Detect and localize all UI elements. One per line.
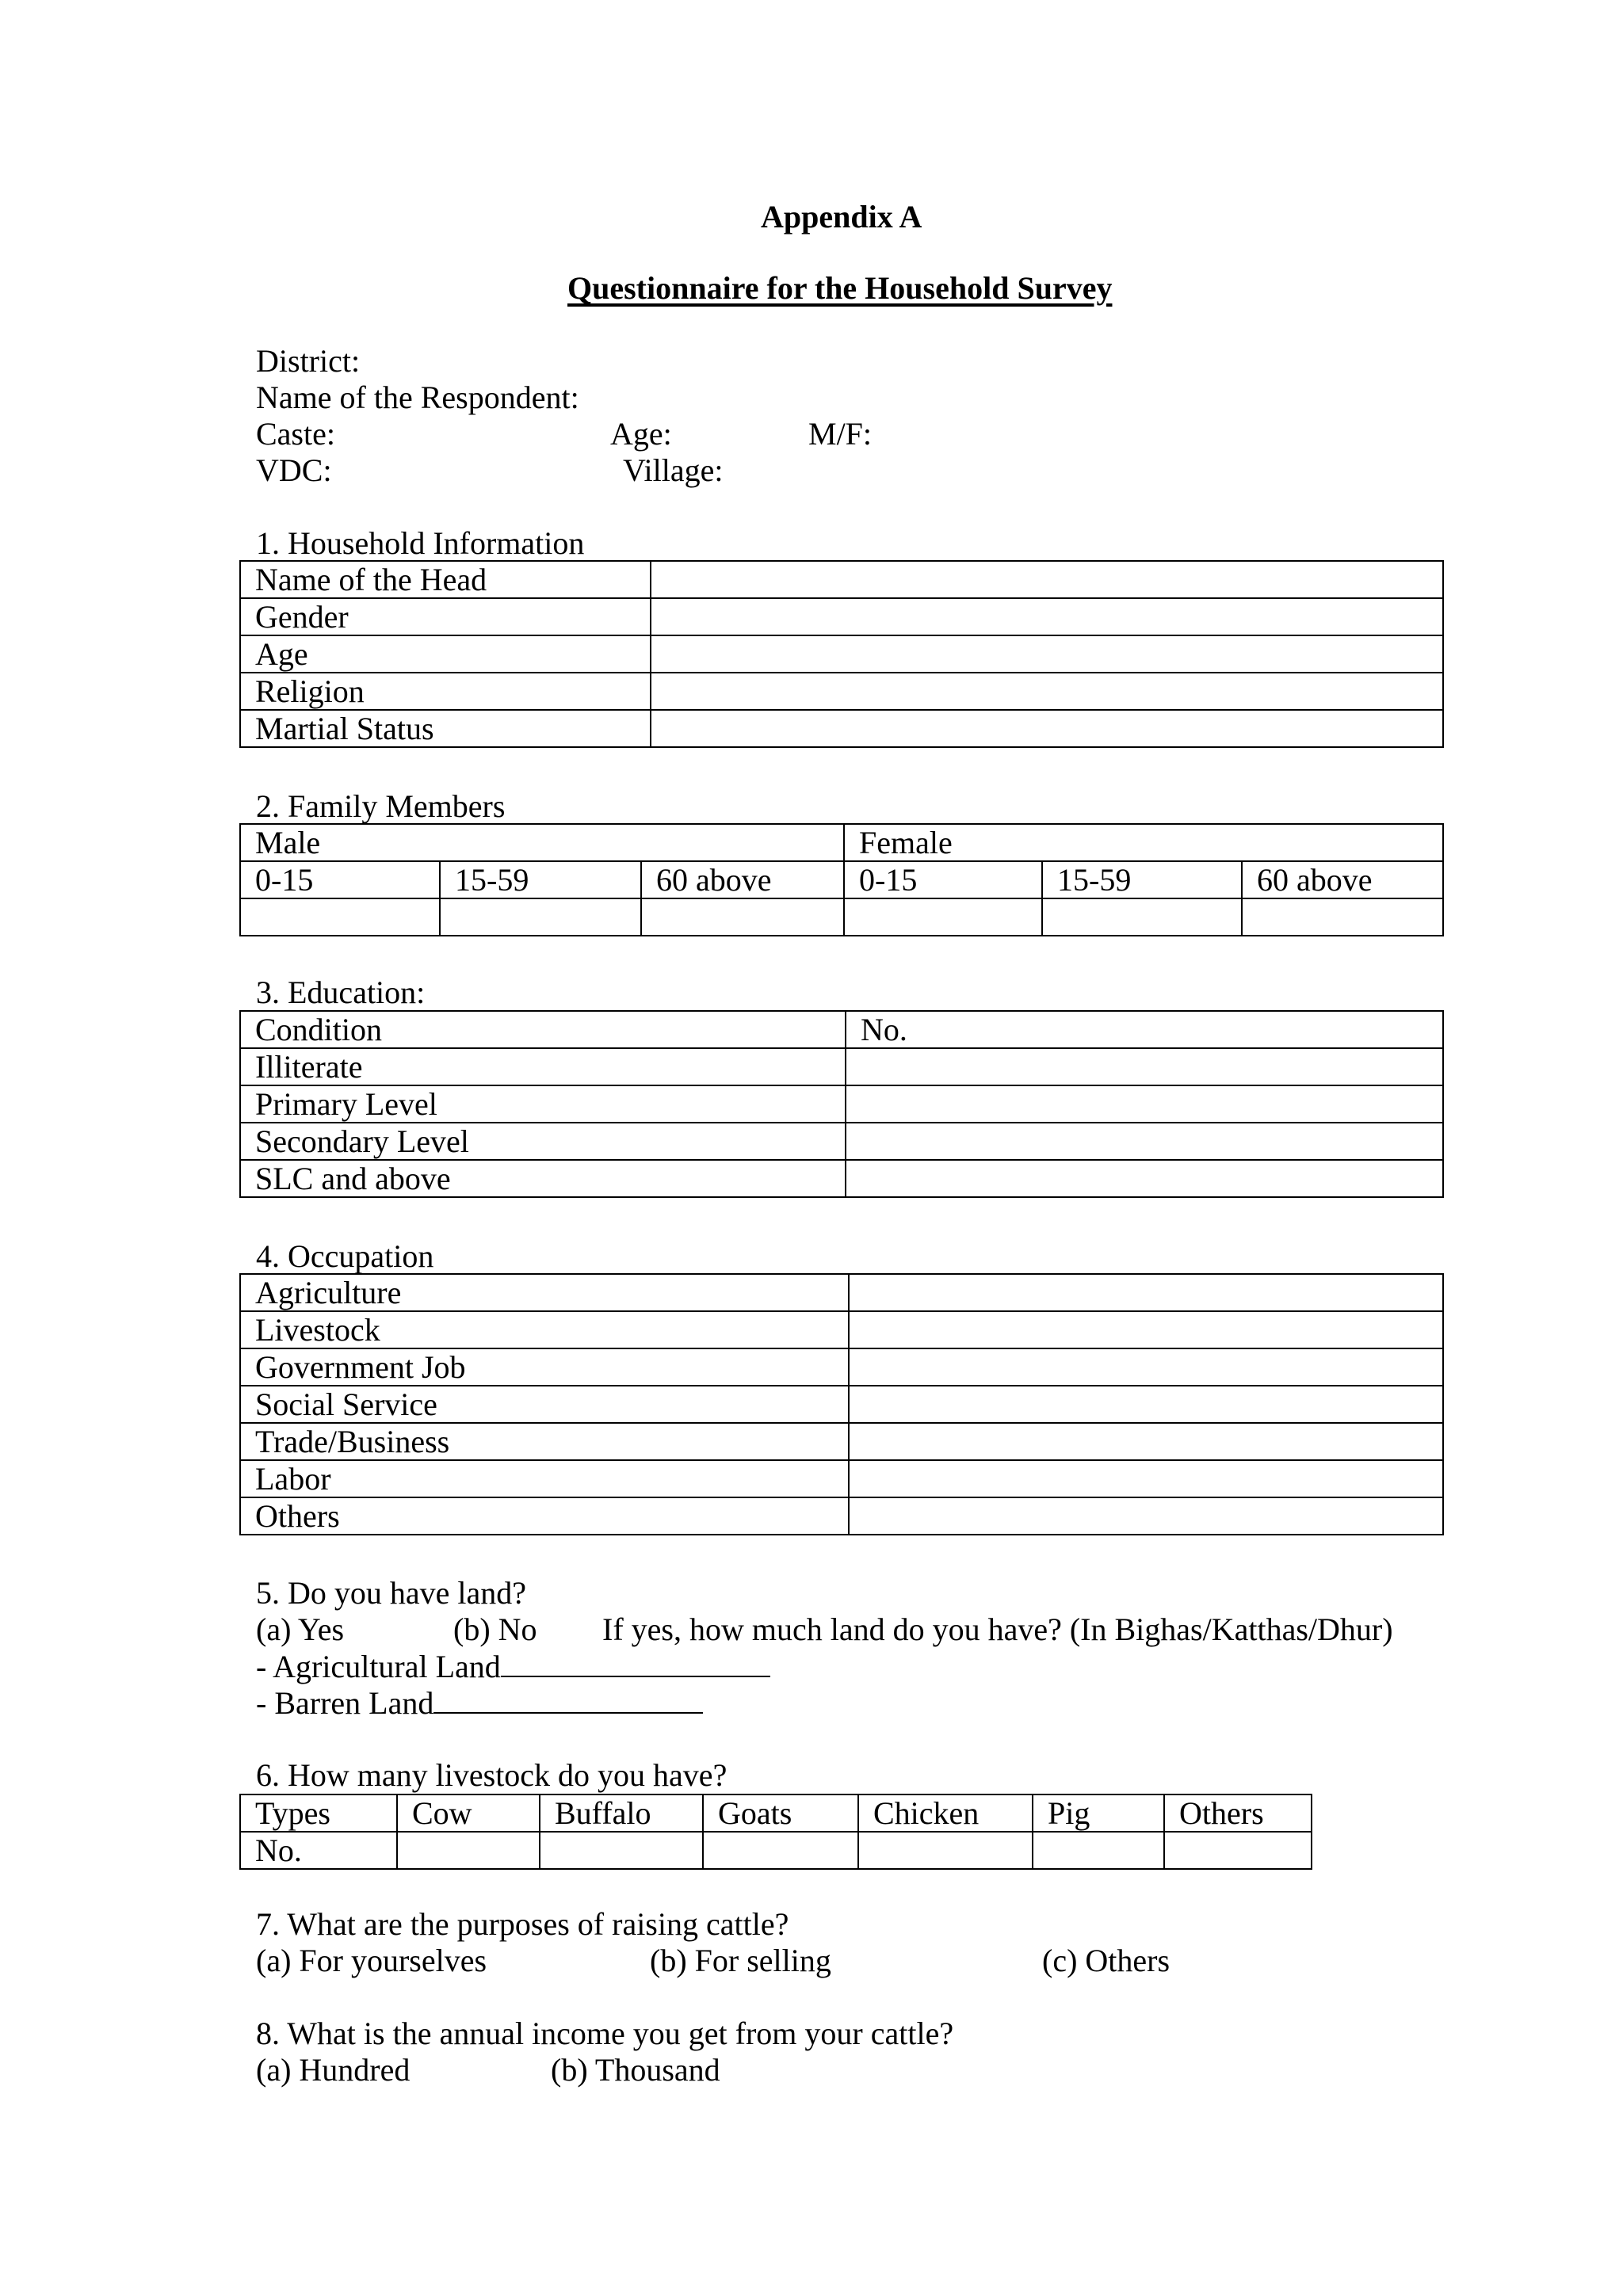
- education-row-label: Secondary Level: [240, 1123, 846, 1160]
- education-heading: 3. Education:: [256, 974, 426, 1010]
- appendix-title: Appendix A: [761, 199, 922, 235]
- land-question: 5. Do you have land?: [256, 1575, 527, 1611]
- table-row: [240, 861, 1443, 898]
- family-heading: 2. Family Members: [256, 788, 506, 824]
- livestock-table: [239, 1794, 1312, 1870]
- age-group-header: 0-15: [844, 861, 1042, 898]
- table-row: [240, 1497, 1443, 1535]
- table-row: [240, 1274, 1443, 1311]
- occupation-row-label: Social Service: [240, 1386, 849, 1423]
- village-label: Village:: [623, 452, 724, 488]
- education-count-cell[interactable]: [846, 1085, 1443, 1123]
- age-group-header: 60 above: [641, 861, 844, 898]
- occupation-table: [239, 1273, 1444, 1535]
- female-header: Female: [844, 824, 1443, 861]
- livestock-row-label: No.: [240, 1832, 397, 1869]
- family-count-cell[interactable]: [1042, 898, 1242, 936]
- table-row: [240, 1048, 1443, 1085]
- occupation-value-cell[interactable]: [849, 1423, 1443, 1460]
- livestock-count-cell[interactable]: [858, 1832, 1033, 1869]
- education-row-label: Illiterate: [240, 1048, 846, 1085]
- livestock-header: Types: [240, 1794, 397, 1832]
- occupation-row-label: Livestock: [240, 1311, 849, 1348]
- family-count-cell[interactable]: [1242, 898, 1443, 936]
- land-option-no[interactable]: (b) No: [453, 1611, 537, 1647]
- purpose-question: 7. What are the purposes of raising cattle?: [256, 1906, 789, 1942]
- land-followup: If yes, how much land do you have? (In Bighas/Katthas/Dhur): [602, 1611, 1393, 1647]
- education-count-cell[interactable]: [846, 1123, 1443, 1160]
- gender-mf-label: M/F:: [808, 416, 873, 452]
- household-row-label: Gender: [240, 598, 651, 635]
- education-row-label: SLC and above: [240, 1160, 846, 1197]
- family-count-cell[interactable]: [844, 898, 1042, 936]
- table-row: [240, 898, 1443, 936]
- occupation-row-label: Labor: [240, 1460, 849, 1497]
- livestock-count-cell[interactable]: [1033, 1832, 1164, 1869]
- table-row: [240, 1794, 1312, 1832]
- livestock-header: Pig: [1033, 1794, 1164, 1832]
- age-group-header: 15-59: [440, 861, 641, 898]
- occupation-value-cell[interactable]: [849, 1274, 1443, 1311]
- age-label: Age:: [610, 416, 672, 452]
- household-value-cell[interactable]: [651, 598, 1443, 635]
- livestock-header: Chicken: [858, 1794, 1033, 1832]
- education-count-cell[interactable]: [846, 1048, 1443, 1085]
- table-row: [240, 1460, 1443, 1497]
- table-row: [240, 1160, 1443, 1197]
- agricultural-land-row: [256, 1647, 770, 1685]
- purpose-option-b[interactable]: (b) For selling: [650, 1943, 831, 1978]
- count-header: No.: [846, 1011, 1443, 1048]
- household-heading: 1. Household Information: [256, 525, 585, 561]
- livestock-count-cell[interactable]: [703, 1832, 858, 1869]
- respondent-name-label: Name of the Respondent:: [256, 379, 579, 415]
- table-row: [240, 1423, 1443, 1460]
- age-group-header: 15-59: [1042, 861, 1242, 898]
- barren-land-label: - Barren Land: [256, 1685, 434, 1721]
- table-row: [240, 1832, 1312, 1869]
- household-row-label: Martial Status: [240, 710, 651, 747]
- male-header: Male: [240, 824, 844, 861]
- table-row: [240, 1085, 1443, 1123]
- caste-label: Caste:: [256, 416, 335, 452]
- purpose-option-c[interactable]: (c) Others: [1042, 1943, 1170, 1978]
- occupation-row-label: Agriculture: [240, 1274, 849, 1311]
- livestock-count-cell[interactable]: [540, 1832, 703, 1869]
- age-group-header: 60 above: [1242, 861, 1443, 898]
- occupation-value-cell[interactable]: [849, 1348, 1443, 1386]
- family-table: [239, 823, 1444, 936]
- table-row: [240, 1348, 1443, 1386]
- occupation-value-cell[interactable]: [849, 1497, 1443, 1535]
- purpose-option-a[interactable]: (a) For yourselves: [256, 1943, 487, 1978]
- household-row-label: Religion: [240, 673, 651, 710]
- household-value-cell[interactable]: [651, 710, 1443, 747]
- occupation-row-label: Government Job: [240, 1348, 849, 1386]
- table-row: [240, 673, 1443, 710]
- table-row: [240, 1011, 1443, 1048]
- barren-land-row: [256, 1684, 703, 1722]
- barren-land-blank[interactable]: [433, 1684, 703, 1714]
- livestock-header: Buffalo: [540, 1794, 703, 1832]
- income-option-b[interactable]: (b) Thousand: [551, 2052, 720, 2088]
- household-row-label: Name of the Head: [240, 561, 651, 598]
- agricultural-land-blank[interactable]: [501, 1647, 770, 1677]
- education-count-cell[interactable]: [846, 1160, 1443, 1197]
- district-label: District:: [256, 343, 361, 379]
- household-value-cell[interactable]: [651, 673, 1443, 710]
- table-row: [240, 1311, 1443, 1348]
- livestock-header: Cow: [397, 1794, 540, 1832]
- table-row: [240, 598, 1443, 635]
- condition-header: Condition: [240, 1011, 846, 1048]
- education-table: [239, 1010, 1444, 1198]
- agricultural-land-label: - Agricultural Land: [256, 1649, 501, 1684]
- table-row: [240, 1386, 1443, 1423]
- family-count-cell[interactable]: [240, 898, 440, 936]
- household-table: [239, 560, 1444, 748]
- land-option-yes[interactable]: (a) Yes: [256, 1611, 345, 1647]
- livestock-header: Others: [1164, 1794, 1312, 1832]
- occupation-row-label: Others: [240, 1497, 849, 1535]
- occupation-row-label: Trade/Business: [240, 1423, 849, 1460]
- table-row: [240, 824, 1443, 861]
- household-value-cell[interactable]: [651, 635, 1443, 673]
- table-row: [240, 710, 1443, 747]
- income-question: 8. What is the annual income you get from your cattle?: [256, 2016, 954, 2051]
- occupation-value-cell[interactable]: [849, 1386, 1443, 1423]
- livestock-count-cell[interactable]: [397, 1832, 540, 1869]
- occupation-value-cell[interactable]: [849, 1460, 1443, 1497]
- education-row-label: Primary Level: [240, 1085, 846, 1123]
- occupation-heading: 4. Occupation: [256, 1238, 434, 1274]
- age-group-header: 0-15: [240, 861, 440, 898]
- household-row-label: Age: [240, 635, 651, 673]
- table-row: [240, 1123, 1443, 1160]
- occupation-value-cell[interactable]: [849, 1311, 1443, 1348]
- table-row: [240, 561, 1443, 598]
- family-count-cell[interactable]: [440, 898, 641, 936]
- family-count-cell[interactable]: [641, 898, 844, 936]
- page-title: Questionnaire for the Household Survey: [567, 270, 1113, 306]
- income-option-a[interactable]: (a) Hundred: [256, 2052, 411, 2088]
- household-value-cell[interactable]: [651, 561, 1443, 598]
- livestock-count-cell[interactable]: [1164, 1832, 1312, 1869]
- livestock-question: 6. How many livestock do you have?: [256, 1757, 727, 1793]
- vdc-label: VDC:: [256, 452, 332, 488]
- livestock-header: Goats: [703, 1794, 858, 1832]
- table-row: [240, 635, 1443, 673]
